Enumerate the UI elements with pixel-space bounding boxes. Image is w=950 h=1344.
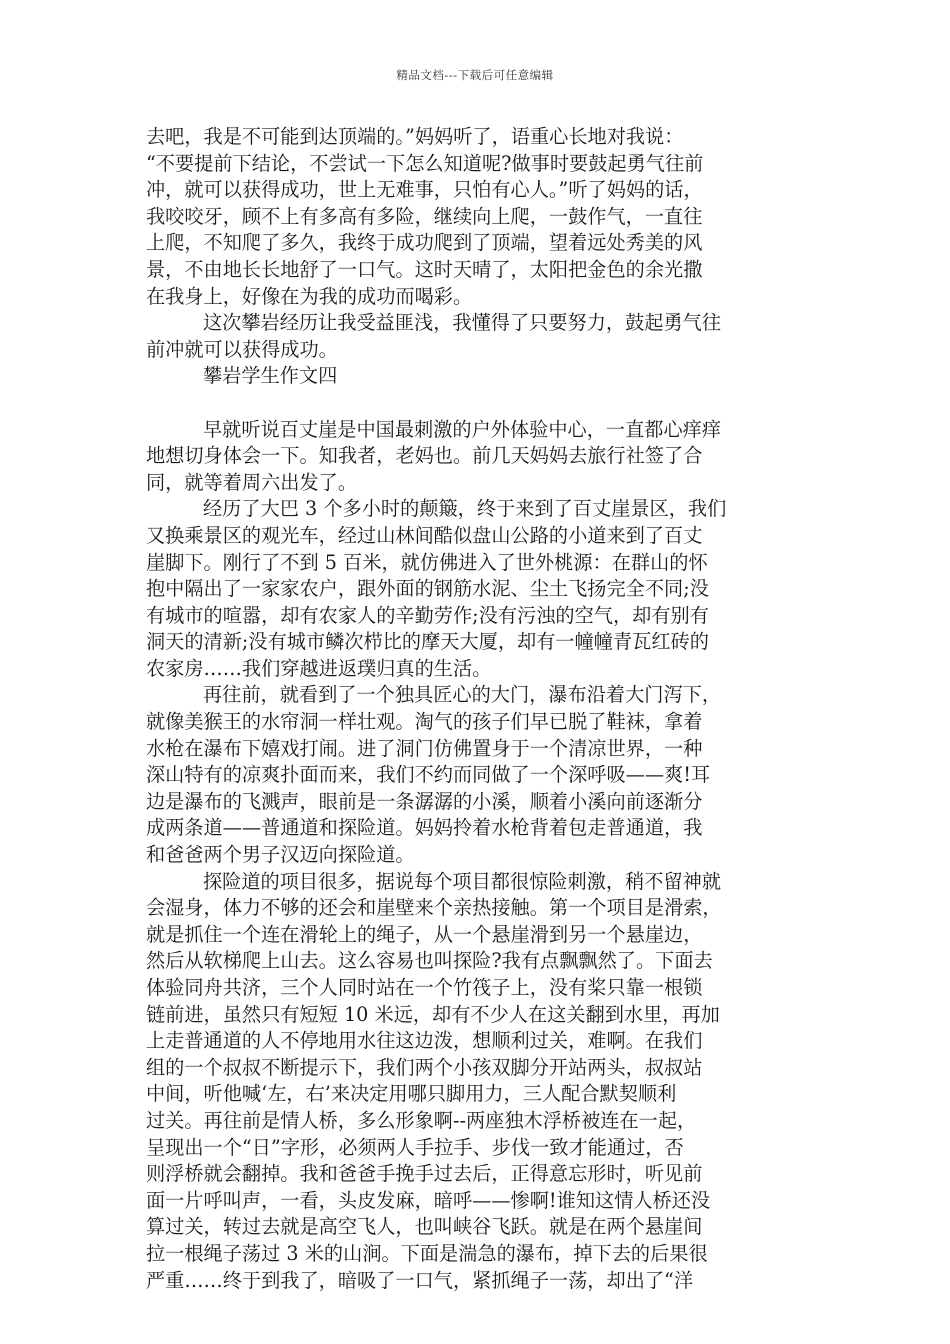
text-line: 边是瀑布的飞溅声，眼前是一条潺潺的小溪，顺着小溪向前逐渐分: [146, 789, 703, 813]
blank-line: [146, 390, 806, 417]
document-body: [146, 124, 806, 1294]
text-line: 冲，就可以获得成功，世上无难事，只怕有心人。”听了妈妈的话，: [146, 178, 703, 202]
text-line: 然后从软梯爬上山去。这么容易也叫探险?我有点飘飘然了。下面去: [146, 949, 713, 973]
text-line: 过关。再往前是情人桥，多么形象啊--两座独木浮桥被连在一起，: [146, 1108, 697, 1132]
text-line: 崖脚下。刚行了不到 5 百米，就仿佛进入了世外桃源：在群山的怀: [146, 550, 708, 574]
paragraph-start: 经历了大巴 3 个多小时的颠簸，终于来到了百丈崖景区，我们: [203, 497, 727, 521]
text-line: 上走普通道的人不停地用水往这边泼，想顺利过关，难啊。在我们: [146, 1029, 703, 1053]
text-line: 水枪在瀑布下嬉戏打闹。进了洞门仿佛置身于一个清凉世界，一种: [146, 736, 703, 760]
text-line: 景，不由地长长地舒了一口气。这时天晴了，太阳把金色的余光撒: [146, 257, 703, 281]
section-title: 攀岩学生作文四: [203, 364, 338, 388]
text-line: 严重……终于到我了，暗吸了一口气，紧抓绳子一荡，却出了“洋: [146, 1268, 694, 1292]
text-line: 有城市的喧嚣，却有农家人的辛勤劳作;没有污浊的空气，却有别有: [146, 603, 709, 627]
paragraph-start: 探险道的项目很多，据说每个项目都很惊险刺激，稍不留神就: [203, 869, 722, 893]
text-line: 组的一个叔叔不断提示下，我们两个小孩双脚分开站两头，叔叔站: [146, 1055, 703, 1079]
page-header: 精品文档---下载后可任意编辑: [396, 68, 554, 82]
text-line: 去吧，我是不可能到达顶端的。”妈妈听了，语重心长地对我说：: [146, 125, 684, 148]
text-line: 在我身上，好像在为我的成功而喝彩。: [146, 284, 473, 308]
text-line: 同，就等着周六出发了。: [146, 470, 358, 494]
paragraph-start: 早就听说百丈崖是中国最刺激的户外体验中心，一直都心痒痒: [203, 417, 722, 441]
text-line: 又换乘景区的观光车，经过山林间酷似盘山公路的小道来到了百丈: [146, 523, 703, 547]
text-line: 体验同舟共济，三个人同时站在一个竹筏子上，没有桨只靠一根锁: [146, 976, 703, 999]
text-line: 面一片呼叫声，一看，头皮发麻，暗呼——惨啊!谁知这情人桥还没: [146, 1188, 711, 1212]
text-line: 和爸爸两个男子汉迈向探险道。: [146, 843, 415, 867]
text-line: 我咬咬牙，顾不上有多高有多险，继续向上爬，一鼓作气，一直往: [146, 204, 703, 228]
text-line: 会湿身，体力不够的还会和崖壁来个亲热接触。第一个项目是滑索，: [146, 896, 722, 920]
text-line: 成两条道——普通道和探险道。妈妈拎着水枪背着包走普通道，我: [146, 816, 703, 840]
text-line: 链前进，虽然只有短短 10 米远，却有不少人在这关翻到水里，再加: [146, 1002, 720, 1026]
text-line: 上爬，不知爬了多久，我终于成功爬到了顶端，望着远处秀美的风: [146, 231, 703, 255]
text-line: 则浮桥就会翻掉。我和爸爸手挽手过去后，正得意忘形时，听见前: [146, 1162, 703, 1186]
text-line: “不要提前下结论，不尝试一下怎么知道呢?做事时要鼓起勇气往前: [146, 151, 704, 175]
text-line: 算过关，转过去就是高空飞人，也叫峡谷飞跃。就是在两个悬崖间: [146, 1215, 703, 1239]
text-line: 中间，听他喊‘左，右’来决定用哪只脚用力，三人配合默契顺利: [146, 1082, 677, 1106]
text-line: 农家房……我们穿越进返璞归真的生活。: [146, 656, 492, 680]
text-line: 抱中隔出了一家家农户，跟外面的钢筋水泥、尘土飞扬完全不同;没: [146, 577, 709, 601]
paragraph-start: 再往前，就看到了一个独具匠心的大门，瀑布沿着大门泻下，: [203, 683, 722, 707]
text-line: 拉一根绳子荡过 3 米的山涧。下面是湍急的瀑布，掉下去的后果很: [146, 1241, 708, 1265]
text-line: 洞天的清新;没有城市鳞次栉比的摩天大厦，却有一幢幢青瓦红砖的: [146, 630, 709, 654]
text-line: 呈现出一个“日”字形，必须两人手拉手、步伐一致才能通过，否: [146, 1135, 684, 1159]
paragraph-start: 这次攀岩经历让我受益匪浅，我懂得了只要努力，鼓起勇气往: [203, 311, 722, 335]
text-line: 前冲就可以获得成功。: [146, 337, 338, 361]
text-line: 就是抓住一个连在滑轮上的绳子，从一个悬崖滑到另一个悬崖边，: [146, 922, 703, 946]
text-line: 深山特有的凉爽扑面而来，我们不约而同做了一个深呼吸——爽!耳: [146, 763, 711, 787]
text-line: 就像美猴王的水帘洞一样壮观。淘气的孩子们早已脱了鞋袜，拿着: [146, 710, 703, 734]
text-line: 地想切身体会一下。知我者，老妈也。前几天妈妈去旅行社签了合: [146, 444, 703, 468]
